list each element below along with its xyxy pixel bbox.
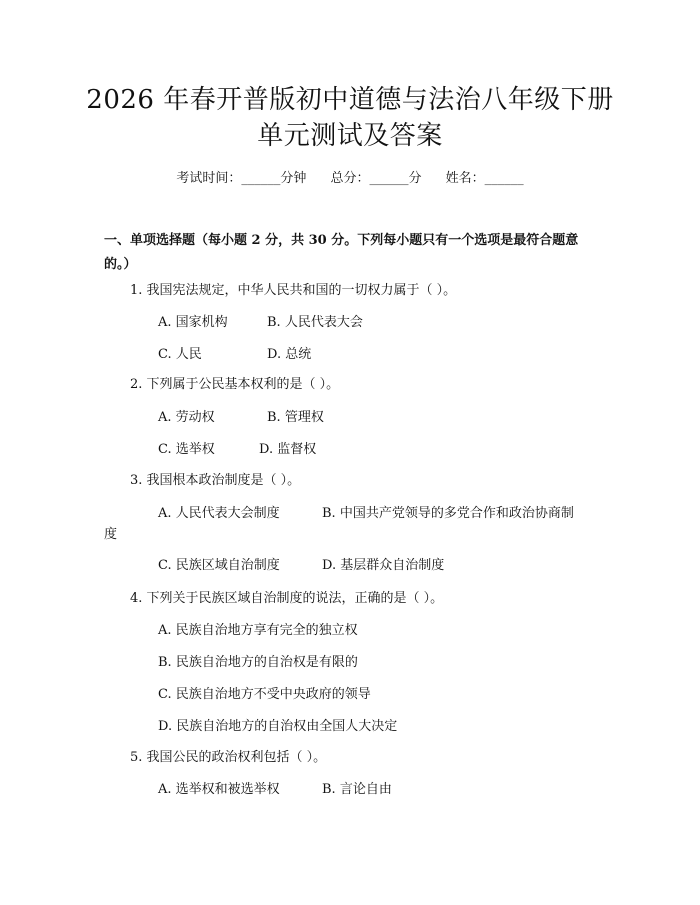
option-item: C. 人民 (158, 347, 202, 362)
option-item: D. 监督权 (259, 442, 317, 457)
option-item: A. 国家机构 (158, 315, 228, 330)
exam-info-row (0, 170, 700, 188)
option-item: D. 基层群众自治制度 (322, 558, 445, 573)
option-item: C. 民族自治地方不受中央政府的领导 (158, 687, 371, 702)
option-item: B. 言论自由 (322, 782, 392, 797)
exam-time-field: 考试时间：______分钟 (176, 171, 307, 186)
option-item: B. 管理权 (267, 410, 324, 425)
student-name-field: 姓名：______ (445, 171, 524, 186)
question-stem: 1. 我国宪法规定，中华人民共和国的一切权力属于（ ）。 (130, 283, 457, 298)
option-item: B. 人民代表大会 (267, 315, 363, 330)
document-title-line2: 单元测试及答案 (257, 121, 443, 151)
section-heading: 一、单项选择题（每小题 2 分，共 30 分。下列每小题只有一个选项是最符合题意的。） (104, 233, 579, 272)
option-item: D. 民族自治地方的自治权由全国人大决定 (158, 719, 398, 734)
question-stem: 3. 我国根本政治制度是（ ）。 (130, 473, 301, 488)
option-item: A. 人民代表大会制度 (158, 506, 280, 521)
question-stem: 5. 我国公民的政治权利包括（ ）。 (130, 750, 327, 765)
question-stem: 4. 下列关于民族区域自治制度的说法，正确的是（ ）。 (130, 591, 444, 606)
option-item: B. 中国共产党领导的多党合作和政治协商制 (322, 506, 574, 521)
option-item: A. 劳动权 (158, 410, 215, 425)
document-title-line1: 2026 年春开普版初中道德与法治八年级下册 (86, 85, 614, 115)
option-item: A. 民族自治地方享有完全的独立权 (158, 623, 358, 638)
option-item: B. 民族自治地方的自治权是有限的 (158, 655, 358, 670)
total-score-field: 总分：______分 (330, 171, 422, 186)
option-item: C. 民族区域自治制度 (158, 558, 280, 573)
option-item: C. 选举权 (158, 442, 215, 457)
question-stem: 2. 下列属于公民基本权利的是（ ）。 (130, 377, 340, 392)
option-item: D. 总统 (267, 347, 312, 362)
option-item: A. 选举权和被选举权 (158, 782, 280, 797)
option-item-continuation: 度 (104, 527, 118, 542)
